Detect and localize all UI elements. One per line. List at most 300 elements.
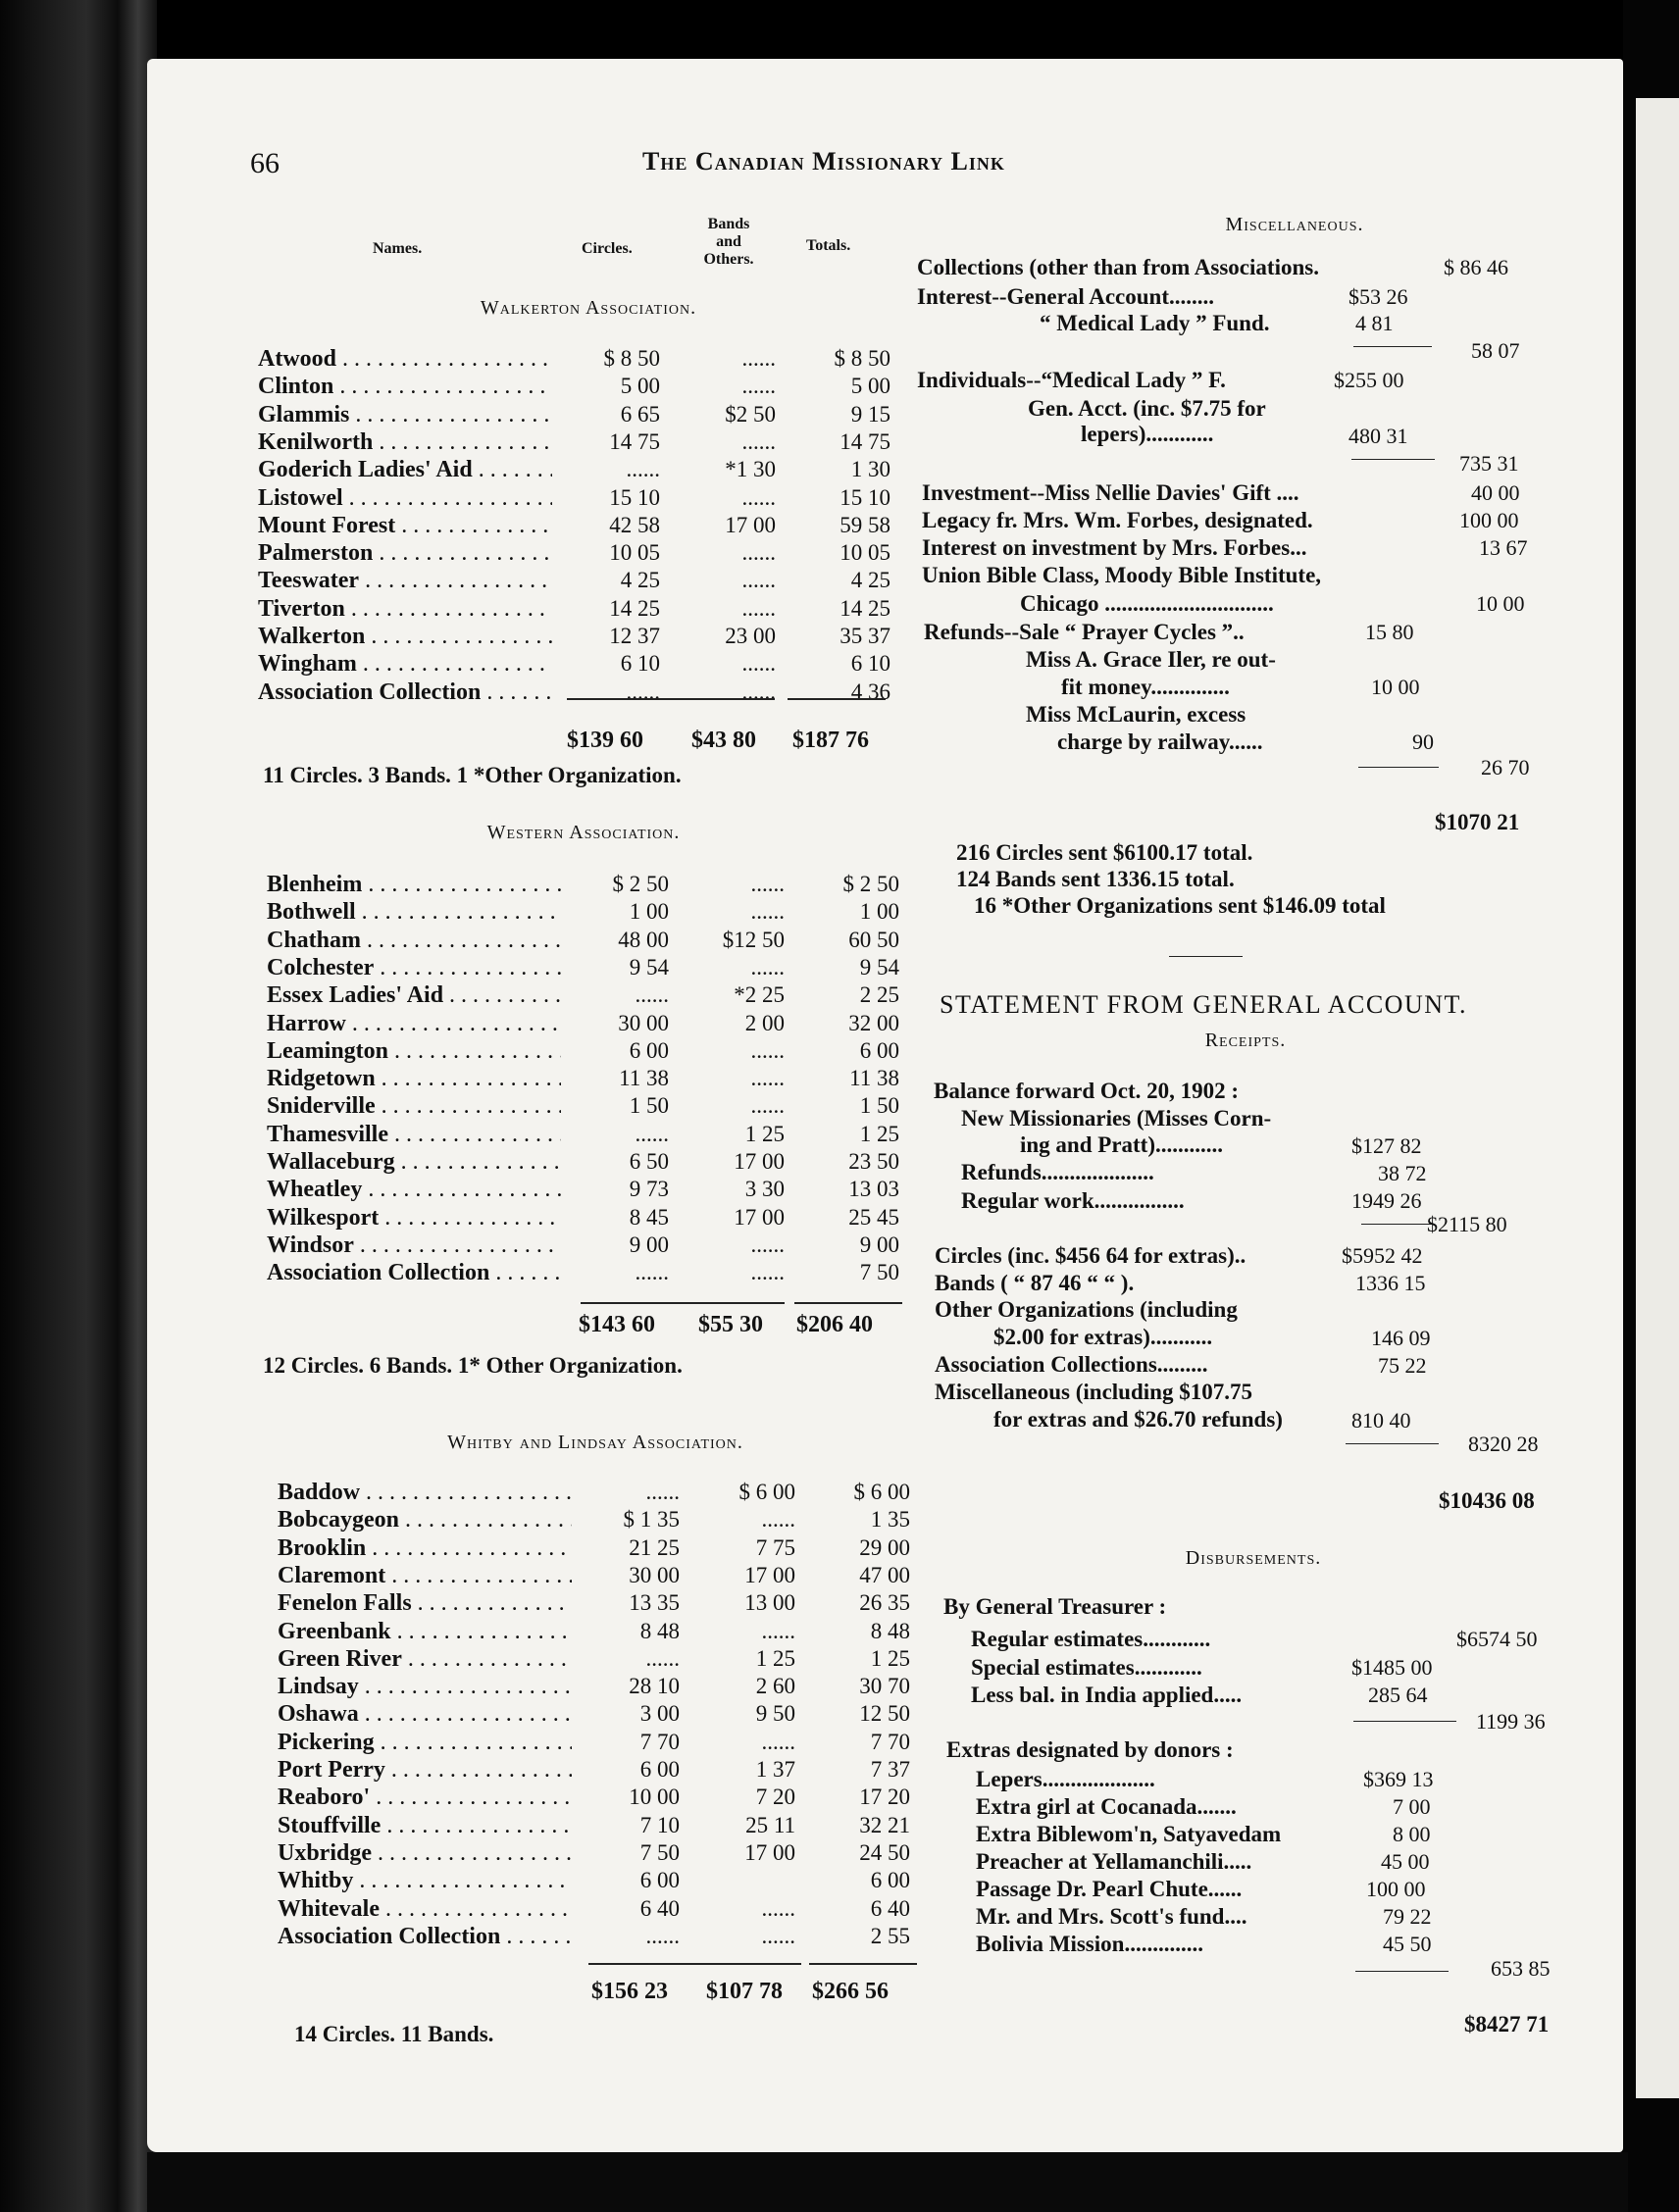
table-row xyxy=(278,1839,925,1867)
table-row xyxy=(278,1506,925,1533)
western-total-circles: $143 60 xyxy=(579,1312,655,1337)
whitby-table xyxy=(278,1479,925,1969)
disb-line: Preacher at Yellamanchili..... xyxy=(976,1849,1252,1874)
circles-value: 3 00 xyxy=(639,1701,680,1727)
total-value: 2 25 xyxy=(859,982,899,1008)
circles-value: 7 70 xyxy=(639,1729,680,1754)
bands-value: ...... xyxy=(741,428,776,454)
misc-line: Interest on investment by Mrs. Forbes... xyxy=(922,535,1307,560)
misc-subtotal: 58 07 xyxy=(1471,338,1520,363)
bands-value: $12 50 xyxy=(722,927,785,952)
place-name: Baddow . . . xyxy=(278,1479,572,1506)
misc-summary: 124 Bands sent 1336.15 total. xyxy=(956,867,1235,891)
circles-value: 11 38 xyxy=(619,1066,669,1091)
misc-line: Gen. Acct. (inc. $7.75 for xyxy=(1028,396,1266,421)
place-name: Atwood . . . xyxy=(258,345,552,373)
total-value: 4 25 xyxy=(850,568,890,593)
bands-value: *2 25 xyxy=(734,982,785,1008)
rule xyxy=(1169,956,1243,957)
misc-subtotal: 13 67 xyxy=(1479,535,1528,560)
circles-value: 6 65 xyxy=(620,401,660,427)
page-number: 66 xyxy=(250,147,280,179)
receipt-line: Association Collections......... xyxy=(935,1352,1208,1377)
table-row xyxy=(258,623,905,650)
rule xyxy=(794,1302,902,1304)
table-row xyxy=(267,1037,914,1065)
circles-value: 6 50 xyxy=(629,1149,669,1174)
disb-subtotal: 1199 36 xyxy=(1476,1709,1546,1734)
place-name: Windsor . . . xyxy=(267,1232,561,1259)
bands-value: *1 30 xyxy=(725,457,776,482)
bands-value: 1 37 xyxy=(755,1757,795,1782)
circles-value: 5 00 xyxy=(620,374,660,399)
table-row xyxy=(267,898,914,926)
receipt-line: Refunds.................... xyxy=(961,1160,1154,1184)
misc-subtotal: 735 31 xyxy=(1459,451,1519,476)
western-total-bands: $55 30 xyxy=(698,1312,763,1337)
rule xyxy=(1358,767,1439,768)
place-name: Stouffville . . . xyxy=(278,1812,572,1839)
bands-value: 25 11 xyxy=(745,1812,795,1837)
circles-value: ...... xyxy=(626,457,660,482)
misc-line: charge by railway...... xyxy=(1057,729,1263,754)
disb-line: Special estimates............ xyxy=(971,1655,1202,1680)
table-row xyxy=(278,1812,925,1839)
bands-value: 13 00 xyxy=(744,1590,795,1616)
col-header-circles: Circles. xyxy=(582,240,633,257)
western-total: $206 40 xyxy=(796,1312,873,1337)
walkerton-total-circles: $139 60 xyxy=(567,728,643,753)
place-name: Bothwell . . . xyxy=(267,898,561,926)
rule xyxy=(1351,459,1435,460)
disb-line: Extra Biblewom'n, Satyavedam xyxy=(976,1822,1282,1846)
rule xyxy=(581,1302,708,1304)
place-name: Sniderville . . . xyxy=(267,1092,561,1120)
total-value: 7 37 xyxy=(870,1757,910,1782)
table-row xyxy=(278,1618,925,1645)
bands-value: 17 00 xyxy=(725,512,776,537)
disb-value: 79 22 xyxy=(1383,1904,1432,1929)
total-value: 8 48 xyxy=(870,1618,910,1643)
receipt-value: $127 82 xyxy=(1351,1133,1422,1158)
circles-value: 6 10 xyxy=(620,651,660,677)
place-name: Bobcaygeon . . . xyxy=(278,1506,572,1533)
disb-value: 285 64 xyxy=(1368,1683,1428,1707)
disb-line: Less bal. in India applied..... xyxy=(971,1683,1243,1707)
total-value: 35 37 xyxy=(840,624,890,648)
total-value: 29 00 xyxy=(859,1534,910,1560)
total-value: 26 35 xyxy=(859,1590,910,1616)
table-row xyxy=(267,1065,914,1092)
receipt-line: Balance forward Oct. 20, 1902 : xyxy=(934,1079,1240,1103)
table-row xyxy=(267,871,914,898)
table-row xyxy=(258,679,905,706)
receipts-title: Receipts. xyxy=(1204,1030,1287,1051)
bands-value: 23 00 xyxy=(725,624,776,648)
misc-line: fit money.............. xyxy=(1061,675,1230,699)
bands-value: 3 30 xyxy=(744,1177,785,1202)
western-table xyxy=(267,871,914,1302)
total-value: 9 15 xyxy=(850,401,890,427)
receipt-line: New Missionaries (Misses Corn- xyxy=(961,1106,1272,1131)
walkerton-title: Walkerton Association. xyxy=(480,297,697,319)
running-head: The Canadian Missionary Link xyxy=(642,147,1005,176)
bands-value: ...... xyxy=(741,540,776,566)
place-name: Listowel . . . xyxy=(258,484,552,512)
circles-value: 10 00 xyxy=(629,1785,680,1810)
total-value: 7 50 xyxy=(859,1260,899,1285)
misc-line: Interest--General Account........ xyxy=(917,284,1214,309)
rule xyxy=(1355,1971,1449,1972)
place-name: Green River . . . xyxy=(278,1645,572,1673)
place-name: Whitevale . . . xyxy=(278,1895,572,1923)
disb-value: $369 13 xyxy=(1363,1767,1434,1791)
total-value: 1 00 xyxy=(859,899,899,925)
misc-subtotal: 100 00 xyxy=(1459,508,1519,532)
disbursements-title: Disbursements. xyxy=(1185,1547,1322,1569)
rule xyxy=(788,698,886,700)
whitby-total-circles: $156 23 xyxy=(591,1979,668,2004)
circles-value: 15 10 xyxy=(609,484,660,510)
place-name: Wilkesport . . . xyxy=(267,1204,561,1232)
bands-value: ...... xyxy=(750,1037,785,1063)
place-name: Mount Forest . . . xyxy=(258,512,552,539)
table-row xyxy=(278,1589,925,1617)
misc-line: Individuals--“Medical Lady ” F. xyxy=(917,368,1226,392)
total-value: $ 8 50 xyxy=(834,346,890,371)
misc-line: Miss McLaurin, excess xyxy=(1026,702,1247,727)
western-note: 12 Circles. 6 Bands. 1* Other Organization. xyxy=(263,1353,683,1378)
misc-subtotal: 10 00 xyxy=(1476,591,1525,616)
bands-value: 2 60 xyxy=(755,1674,795,1699)
misc-summary: 16 *Other Organizations sent $146.09 total xyxy=(974,893,1386,918)
rule xyxy=(687,698,775,700)
circles-value: 6 00 xyxy=(629,1037,669,1063)
total-value: 14 75 xyxy=(840,428,890,454)
bands-value: ...... xyxy=(741,568,776,593)
misc-value: 480 31 xyxy=(1348,424,1408,448)
total-value: 6 40 xyxy=(870,1895,910,1921)
receipt-line: Bands ( “ 87 46 “ “ ). xyxy=(935,1271,1135,1295)
misc-line: Miss A. Grace Iler, re out- xyxy=(1026,647,1276,672)
disbursements-total: $8427 71 xyxy=(1464,2012,1550,2036)
total-value: 6 10 xyxy=(850,651,890,677)
total-value: 15 10 xyxy=(840,484,890,510)
receipt-value: 1336 15 xyxy=(1355,1271,1426,1295)
bands-value: ...... xyxy=(761,1923,795,1948)
walkerton-table xyxy=(258,345,905,718)
misc-value: 10 00 xyxy=(1371,675,1420,699)
total-value: 6 00 xyxy=(870,1868,910,1893)
receipt-subtotal: $2115 80 xyxy=(1427,1212,1507,1236)
circles-value: 9 54 xyxy=(629,954,669,980)
bands-value: 17 00 xyxy=(744,1839,795,1865)
western-title: Western Association. xyxy=(486,822,681,843)
place-name: Blenheim . . . xyxy=(267,871,561,898)
circles-value: ...... xyxy=(645,1923,680,1948)
circles-value: ...... xyxy=(626,679,660,704)
circles-value: 12 37 xyxy=(609,624,660,648)
statement-title: STATEMENT FROM GENERAL ACCOUNT. xyxy=(940,990,1467,1019)
rule xyxy=(703,1963,801,1965)
disb-value: 8 00 xyxy=(1393,1822,1431,1846)
table-row xyxy=(258,650,905,678)
total-value: 1 30 xyxy=(850,457,890,482)
place-name: Wheatley . . . xyxy=(267,1176,561,1203)
whitby-total: $266 56 xyxy=(812,1979,889,2004)
misc-line: lepers)............ xyxy=(1081,422,1214,446)
place-name: Association Collection . . . xyxy=(278,1923,572,1950)
table-row xyxy=(258,428,905,456)
receipt-subtotal: 8320 28 xyxy=(1468,1432,1539,1456)
disb-line: Bolivia Mission.............. xyxy=(976,1932,1203,1956)
table-row xyxy=(278,1729,925,1756)
table-row xyxy=(278,1534,925,1562)
bands-value: ...... xyxy=(761,1618,795,1643)
place-name: Harrow . . . xyxy=(267,1010,561,1037)
receipt-line: Other Organizations (including xyxy=(935,1297,1238,1322)
circles-value: ...... xyxy=(645,1480,680,1504)
walkerton-total: $187 76 xyxy=(792,728,869,753)
circles-value: $ 1 35 xyxy=(623,1507,680,1533)
receipt-line: $2.00 for extras)........... xyxy=(993,1325,1213,1349)
bands-value: ...... xyxy=(741,595,776,621)
rule xyxy=(567,698,694,700)
place-name: Wingham . . . xyxy=(258,650,552,678)
place-name: Chatham . . . xyxy=(267,927,561,954)
receipt-line: for extras and $26.70 refunds) xyxy=(993,1407,1283,1432)
misc-subtotal: 40 00 xyxy=(1471,480,1520,505)
bands-value: ...... xyxy=(750,899,785,925)
receipt-value: 1949 26 xyxy=(1351,1188,1422,1213)
place-name: Tiverton . . . xyxy=(258,595,552,623)
place-name: Clinton . . . xyxy=(258,373,552,400)
misc-line: Legacy fr. Mrs. Wm. Forbes, designated. xyxy=(922,508,1313,532)
walkerton-note: 11 Circles. 3 Bands. 1 *Other Organization. xyxy=(263,763,682,787)
table-row xyxy=(267,1204,914,1232)
misc-value: $255 00 xyxy=(1334,368,1404,392)
table-row xyxy=(258,345,905,373)
place-name: Ridgetown . . . xyxy=(267,1065,561,1092)
total-value: 23 50 xyxy=(848,1149,899,1174)
bands-value: 1 25 xyxy=(755,1645,795,1671)
misc-line: Union Bible Class, Moody Bible Institute, xyxy=(922,563,1322,587)
circles-value: $ 8 50 xyxy=(603,346,660,371)
circles-value: 10 05 xyxy=(609,540,660,566)
total-value: 10 05 xyxy=(840,540,890,566)
receipt-value: $5952 42 xyxy=(1342,1243,1423,1268)
circles-value: $ 2 50 xyxy=(612,872,669,896)
total-value: 12 50 xyxy=(859,1701,910,1727)
receipt-value: 810 40 xyxy=(1351,1408,1411,1433)
rule xyxy=(1353,1721,1456,1722)
table-row xyxy=(278,1867,925,1894)
misc-value: 4 81 xyxy=(1355,311,1394,335)
total-value: 9 00 xyxy=(859,1232,899,1257)
bands-value: ...... xyxy=(761,1895,795,1921)
rule xyxy=(1353,346,1432,347)
place-name: Essex Ladies' Aid . . . xyxy=(267,981,561,1009)
total-value: 1 35 xyxy=(870,1507,910,1533)
bands-value: 2 00 xyxy=(744,1010,785,1035)
disb-line: Extras designated by donors : xyxy=(946,1737,1234,1762)
total-value: 6 00 xyxy=(859,1037,899,1063)
bands-value: ...... xyxy=(750,1066,785,1091)
bands-value: ...... xyxy=(761,1729,795,1754)
place-name: Association Collection . . . xyxy=(258,679,552,706)
bands-value: ...... xyxy=(750,1232,785,1257)
table-row xyxy=(267,1092,914,1120)
table-row xyxy=(278,1645,925,1673)
circles-value: ...... xyxy=(635,982,669,1008)
receipt-value: 38 72 xyxy=(1378,1161,1427,1185)
table-row xyxy=(258,456,905,483)
total-value: 14 25 xyxy=(840,595,890,621)
circles-value: 9 73 xyxy=(629,1177,669,1202)
place-name: Wallaceburg . . . xyxy=(267,1148,561,1176)
circles-value: 30 00 xyxy=(629,1562,680,1587)
total-value: 1 25 xyxy=(859,1121,899,1146)
bands-value: ...... xyxy=(750,954,785,980)
bands-value: 9 50 xyxy=(755,1701,795,1727)
misc-line: “ Medical Lady ” Fund. xyxy=(1040,311,1270,335)
circles-value: 1 50 xyxy=(629,1093,669,1119)
whitby-title: Whitby and Lindsay Association. xyxy=(447,1432,743,1453)
total-value: 32 21 xyxy=(859,1812,910,1837)
total-value: 13 03 xyxy=(848,1177,899,1202)
bands-value: 17 00 xyxy=(734,1149,785,1174)
circles-value: 8 45 xyxy=(629,1204,669,1230)
table-row xyxy=(258,539,905,567)
rule xyxy=(809,1963,917,1965)
table-row xyxy=(258,484,905,512)
table-row xyxy=(258,373,905,400)
receipt-line: Circles (inc. $456 64 for extras).. xyxy=(935,1243,1247,1268)
misc-line: Investment--Miss Nellie Davies' Gift .... xyxy=(922,480,1299,505)
place-name: Association Collection . . . xyxy=(267,1259,561,1286)
disb-subtotal: $6574 50 xyxy=(1456,1627,1538,1651)
rule xyxy=(588,1963,714,1965)
circles-value: 4 25 xyxy=(620,568,660,593)
table-row xyxy=(278,1562,925,1589)
table-row xyxy=(267,981,914,1009)
place-name: Goderich Ladies' Aid . . . xyxy=(258,456,552,483)
total-value: $ 2 50 xyxy=(842,872,899,896)
total-value: 1 25 xyxy=(870,1645,910,1671)
disb-line: Mr. and Mrs. Scott's fund.... xyxy=(976,1904,1247,1929)
place-name: Kenilworth . . . xyxy=(258,428,552,456)
place-name: Claremont . . . xyxy=(278,1562,572,1589)
total-value: 5 00 xyxy=(850,374,890,399)
total-value: 2 55 xyxy=(870,1923,910,1948)
misc-title: Miscellaneous. xyxy=(1225,214,1364,235)
table-row xyxy=(278,1479,925,1506)
table-row xyxy=(258,567,905,594)
place-name: Brooklin . . . xyxy=(278,1534,572,1562)
receipt-line: ing and Pratt)............ xyxy=(1020,1132,1223,1157)
total-value: 32 00 xyxy=(848,1010,899,1035)
place-name: Greenbank . . . xyxy=(278,1618,572,1645)
table-row xyxy=(267,927,914,954)
circles-value: 7 50 xyxy=(639,1839,680,1865)
total-value: 47 00 xyxy=(859,1562,910,1587)
bands-value: 7 75 xyxy=(755,1534,795,1560)
total-value: 7 70 xyxy=(870,1729,910,1754)
walkerton-total-bands: $43 80 xyxy=(691,728,756,753)
total-value: 17 20 xyxy=(859,1785,910,1810)
circles-value: 6 00 xyxy=(639,1868,680,1893)
table-row xyxy=(267,1176,914,1203)
table-row xyxy=(267,1232,914,1259)
bands-value: 7 20 xyxy=(755,1785,795,1810)
misc-line: Collections (other than from Associations. xyxy=(917,255,1319,279)
rule xyxy=(1346,1443,1439,1444)
circles-value: 13 35 xyxy=(629,1590,680,1616)
total-value: 1 50 xyxy=(859,1093,899,1119)
receipt-value: 146 09 xyxy=(1371,1326,1431,1350)
table-row xyxy=(267,1259,914,1286)
rule xyxy=(1361,1224,1432,1225)
circles-value: 14 25 xyxy=(609,595,660,621)
bottom-shadow xyxy=(147,2152,1628,2212)
misc-value: $53 26 xyxy=(1348,284,1408,309)
total-value: 11 38 xyxy=(849,1066,899,1091)
misc-subtotal: 26 70 xyxy=(1481,755,1530,779)
bands-value: ...... xyxy=(750,872,785,896)
circles-value: 9 00 xyxy=(629,1232,669,1257)
receipt-value: 75 22 xyxy=(1378,1353,1427,1378)
disb-line: By General Treasurer : xyxy=(943,1594,1167,1619)
bands-value: $2 50 xyxy=(725,401,776,427)
place-name: Colchester . . . xyxy=(267,954,561,981)
col-header-bands: Bands and Others. xyxy=(703,216,754,268)
circles-value: 48 00 xyxy=(618,927,669,952)
table-row xyxy=(258,512,905,539)
circles-value: 6 40 xyxy=(639,1895,680,1921)
misc-line: Chicago .............................. xyxy=(1020,591,1274,616)
place-name: Whitby . . . xyxy=(278,1867,572,1894)
disb-value: 7 00 xyxy=(1393,1794,1431,1819)
circles-value: 7 10 xyxy=(639,1812,680,1837)
total-value: 25 45 xyxy=(848,1204,899,1230)
disb-value: 45 00 xyxy=(1381,1849,1430,1874)
circles-value: 42 58 xyxy=(609,512,660,537)
table-row xyxy=(278,1895,925,1923)
circles-value: 1 00 xyxy=(629,899,669,925)
place-name: Walkerton . . . xyxy=(258,623,552,650)
bands-value: 1 25 xyxy=(744,1121,785,1146)
place-name: Oshawa . . . xyxy=(278,1700,572,1728)
circles-value: 6 00 xyxy=(639,1757,680,1782)
bands-value: ...... xyxy=(741,651,776,677)
misc-summary: 216 Circles sent $6100.17 total. xyxy=(956,840,1253,865)
table-row xyxy=(267,1010,914,1037)
total-value: $ 6 00 xyxy=(853,1480,910,1504)
disb-line: Regular estimates............ xyxy=(971,1627,1211,1651)
col-header-totals: Totals. xyxy=(806,237,851,254)
disb-value: 45 50 xyxy=(1383,1932,1432,1956)
table-row xyxy=(278,1756,925,1784)
whitby-total-bands: $107 78 xyxy=(706,1979,783,2004)
misc-line: Refunds--Sale “ Prayer Cycles ”.. xyxy=(924,620,1245,644)
misc-value: $ 86 46 xyxy=(1444,255,1508,279)
place-name: Glammis . . . xyxy=(258,401,552,428)
total-value: 4 36 xyxy=(850,679,890,704)
total-value: 24 50 xyxy=(859,1839,910,1865)
total-value: 60 50 xyxy=(848,927,899,952)
place-name: Reaboro' . . . xyxy=(278,1784,572,1811)
rule xyxy=(696,1302,785,1304)
